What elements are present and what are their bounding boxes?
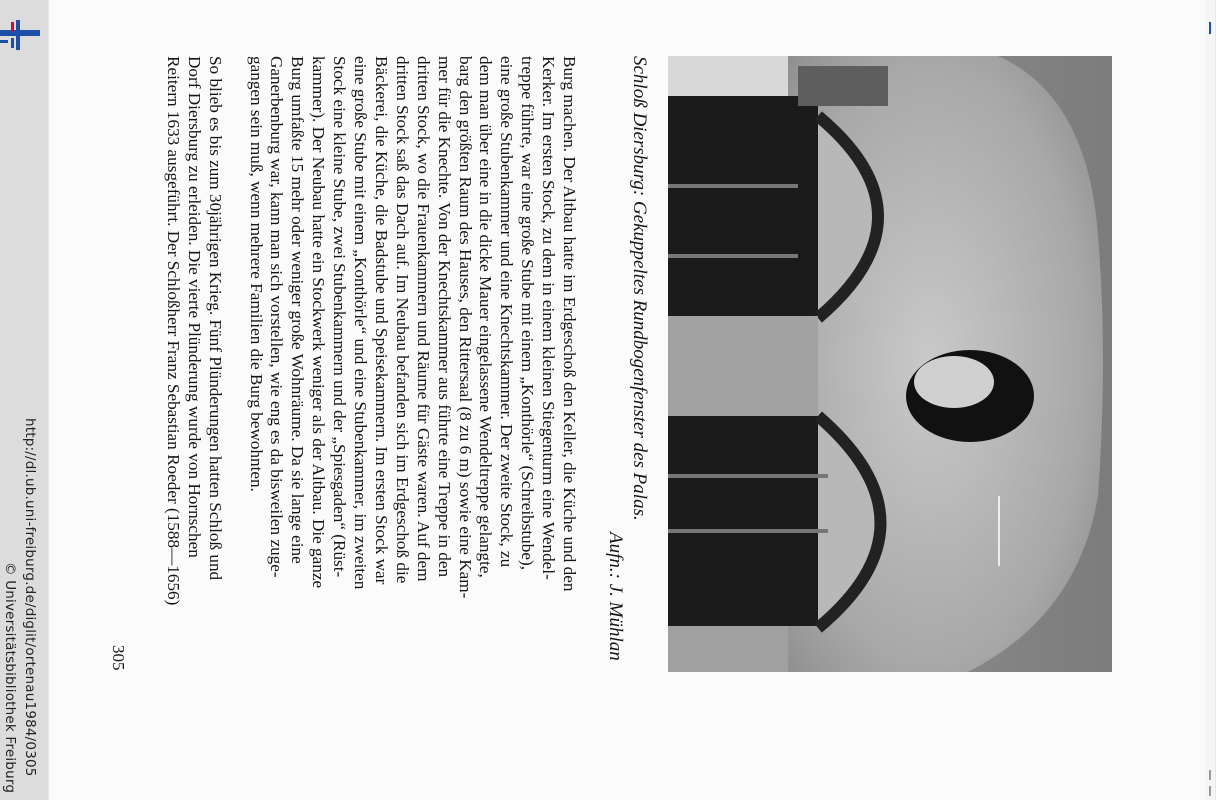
- page-number: 305: [109, 645, 128, 671]
- figure-caption: Schloß Diersburg: Gekuppeltes Rundbogenfenster des Palas.: [629, 56, 650, 521]
- castle-window-photo: [668, 56, 1112, 672]
- body-line: Stock eine kleine Stube, zwei Stubenkammern und der „Spiesgaden“ (Rüst-: [330, 56, 350, 578]
- body-line: dritten Stock, wo die Frauenkammern und Räume für Gäste waren. Auf dem: [413, 56, 433, 582]
- body-line: dem man über eine in die dicke Mauer eingelassene Wendeltreppe gelangte,: [476, 56, 496, 578]
- page-edge: [1205, 0, 1215, 800]
- body-line: Dorf Diersburg zu erleiden. Die vierte Plünderung wurde von Hornschen: [184, 56, 204, 558]
- page-edge-mark: [1209, 770, 1211, 780]
- watermark-url[interactable]: http://dl.ub.uni-freiburg.de/diglit/ortenau1984/0305: [22, 418, 38, 777]
- body-line: Kerker. Im ersten Stock, zu dem in einem kleinen Stiegenturm eine Wendel-: [539, 56, 559, 580]
- body-line: So blieb es bis zum 30jährigen Krieg. Fünf Plünderungen hatten Schloß und: [205, 56, 225, 581]
- bookmark-tick-icon: [1209, 22, 1211, 34]
- body-line: eine große Stube mit einem „Konthörle“ und eine Stubenkammer, im zweiten: [351, 56, 370, 590]
- body-line: dritten Stock saß das Dach auf. Im Neubau befanden sich im Erdgeschoß die: [392, 56, 412, 584]
- body-line: Burg machen. Der Altbau hatte im Erdgeschoß den Keller, die Küche und den: [560, 56, 579, 592]
- body-line: treppe führte, war eine große Stube mit einem „Konthörle“ (Schreibstube),: [518, 56, 538, 571]
- watermark: [0, 0, 48, 800]
- body-line: kammer). Der Neubau hatte ein Stockwerk weniger als der Altbau. Die ganze: [309, 56, 329, 589]
- body-line: eine große Stubenkammer und eine Knechtskammer. Der zweite Stock, zu: [497, 56, 517, 568]
- body-line: barg den größten Raum des Hauses, den Rittersaal (8 zu 6 m) sowie eine Kam-: [455, 56, 475, 599]
- body-line: Ganerbenburg war, kann man sich vorstellen, wie eng es da bisweilen zuge-: [267, 56, 287, 578]
- body-line: Burg umfaßte 15 mehr oder weniger große Wohnräume. Da sie lange eine: [288, 56, 308, 564]
- body-line: gangen sein muß, wenn mehrere Familien die Burg bewohnten.: [246, 56, 266, 492]
- body-line: Bäckerei, die Küche, die Badstube und Speisekammern. Im ersten Stock war: [371, 56, 391, 585]
- page-edge-mark: [1209, 786, 1211, 796]
- watermark-copyright: © Universitätsbibliothek Freiburg: [2, 562, 18, 794]
- photo-credit: Aufn.: J. Mühlan: [605, 532, 626, 661]
- body-line: Reitern 1633 ausgeführt. Der Schloßherr Franz Sebastian Roeder (1588—1656): [163, 56, 183, 606]
- photo-illustration: [668, 56, 1112, 672]
- body-line: mer für die Knechte. Von der Knechtskammer aus führte eine Treppe in den: [434, 56, 454, 578]
